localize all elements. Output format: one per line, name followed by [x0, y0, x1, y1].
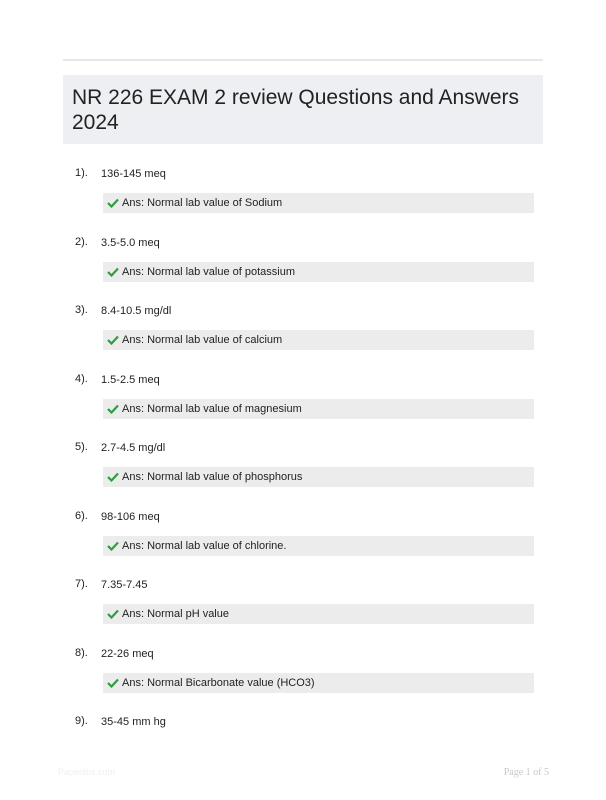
- check-icon: [107, 404, 119, 414]
- question-text: 136-145 meq: [101, 168, 166, 180]
- question-text: 2.7-4.5 mg/dl: [101, 442, 166, 454]
- answer-text: Ans: Normal lab value of calcium: [122, 334, 283, 346]
- answer-text: Ans: Normal lab value of Sodium: [122, 197, 283, 209]
- check-icon: [107, 472, 119, 482]
- question-item: [63, 578, 543, 638]
- answer-box: [103, 604, 534, 624]
- question-item: [63, 167, 543, 227]
- question-number: 7).: [75, 578, 88, 590]
- check-icon: [107, 267, 119, 277]
- question-item: [63, 441, 543, 501]
- question-text: 22-26 meq: [101, 648, 154, 660]
- answer-text: Ans: Normal lab value of phosphorus: [122, 471, 303, 483]
- question-item: [63, 236, 543, 296]
- answer-box: [103, 193, 534, 213]
- question-number: 8).: [75, 647, 88, 659]
- answer-box: [103, 467, 534, 487]
- question-item: [63, 373, 543, 433]
- question-number: 6).: [75, 510, 88, 522]
- question-item: [63, 647, 543, 707]
- answer-text: Ans: Normal lab value of potassium: [122, 266, 296, 278]
- question-text: 35-45 mm hg: [101, 716, 166, 728]
- footer-watermark: Paperlibs.com: [58, 767, 116, 777]
- question-number: 9).: [75, 715, 88, 727]
- question-text: 98-106 meq: [101, 511, 160, 523]
- question-item: [63, 304, 543, 364]
- question-number: 5).: [75, 441, 88, 453]
- check-icon: [107, 335, 119, 345]
- question-text: 1.5-2.5 meq: [101, 374, 160, 386]
- answer-text: Ans: Normal Bicarbonate value (HCO3): [122, 677, 315, 689]
- answer-text: Ans: Normal lab value of magnesium: [122, 403, 302, 415]
- question-text: 8.4-10.5 mg/dl: [101, 305, 172, 317]
- answer-box: [103, 673, 534, 693]
- question-number: 2).: [75, 236, 88, 248]
- check-icon: [107, 541, 119, 551]
- question-text: 7.35-7.45: [101, 579, 148, 591]
- check-icon: [107, 678, 119, 688]
- page-title: NR 226 EXAM 2 review Questions and Answers 2024: [72, 86, 520, 134]
- answer-box: [103, 399, 534, 419]
- answer-box: [103, 536, 534, 556]
- question-number: 3).: [75, 304, 88, 316]
- answer-text: Ans: Normal pH value: [122, 608, 229, 620]
- title-banner: [63, 75, 543, 144]
- question-text: 3.5-5.0 meq: [101, 237, 160, 249]
- question-number: 1).: [75, 167, 88, 179]
- question-item: [63, 715, 543, 775]
- top-divider: [63, 59, 543, 61]
- answer-text: Ans: Normal lab value of chlorine.: [122, 540, 287, 552]
- question-number: 4).: [75, 373, 88, 385]
- check-icon: [107, 609, 119, 619]
- answer-box: [103, 262, 534, 282]
- check-icon: [107, 198, 119, 208]
- question-item: [63, 510, 543, 570]
- page-indicator: Page 1 of 5: [503, 767, 549, 778]
- answer-box: [103, 330, 534, 350]
